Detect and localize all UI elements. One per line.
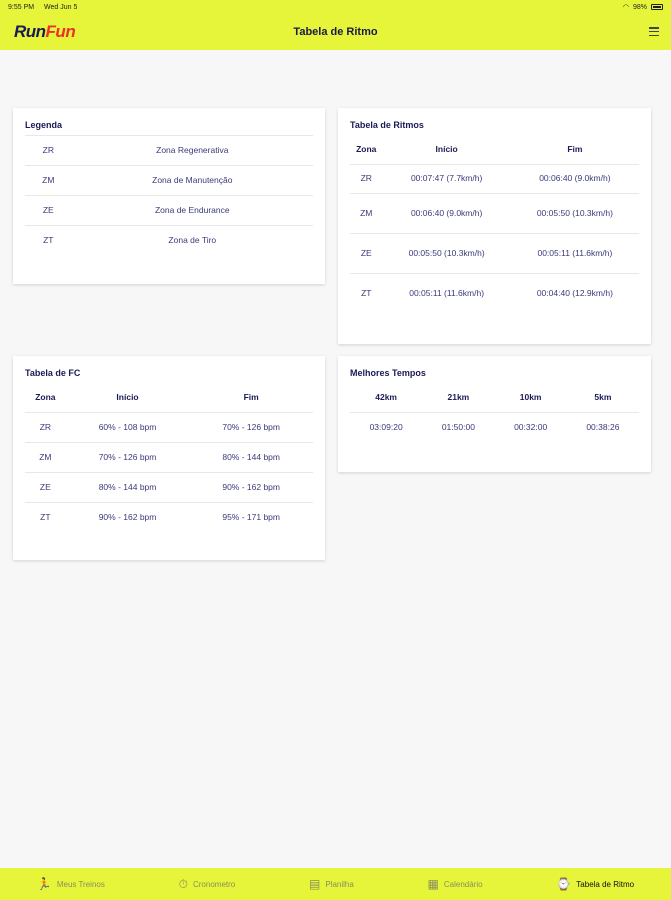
nav-bar bbox=[0, 14, 671, 50]
best-header-10km: 10km bbox=[495, 383, 567, 412]
pace-cell: ZE bbox=[350, 233, 383, 273]
legend-title: Legenda bbox=[25, 120, 63, 130]
legend-table bbox=[25, 135, 313, 256]
hamburger-menu-icon[interactable] bbox=[649, 27, 659, 36]
legend-cell: ZM bbox=[25, 166, 72, 196]
pace-cell: 00:04:40 (12.9km/h) bbox=[536, 287, 613, 298]
pace-cell: ZT bbox=[361, 287, 372, 298]
tab-label: Planilha bbox=[325, 879, 354, 889]
table-row bbox=[25, 226, 313, 256]
pace-cell: 00:05:11 (11.6km/h) bbox=[409, 287, 485, 298]
pace-table bbox=[350, 135, 639, 313]
best-header-21km: 21km bbox=[422, 383, 494, 412]
tab-planilha[interactable] bbox=[309, 877, 354, 891]
pace-cell: ZM bbox=[350, 193, 383, 233]
table-row bbox=[350, 193, 639, 233]
best-times-table bbox=[350, 383, 639, 442]
stopwatch-icon: ⏱ bbox=[178, 876, 188, 891]
table-row bbox=[350, 273, 639, 313]
runner-icon: 🏃 bbox=[36, 877, 52, 891]
fc-cell: 95% - 171 bpm bbox=[222, 511, 280, 522]
legend-cell: Zona de Endurance bbox=[72, 196, 313, 226]
watch-icon: ⌚ bbox=[556, 877, 572, 891]
tab-label: Tabela de Ritmo bbox=[576, 879, 635, 889]
fc-cell: 90% - 162 bpm bbox=[98, 511, 157, 522]
pace-table-card bbox=[338, 108, 651, 344]
fc-cell: ZT bbox=[40, 511, 51, 522]
pace-cell: 00:06:40 (9.0km/h) bbox=[383, 193, 511, 233]
pace-cell: 00:05:50 (10.3km/h) bbox=[383, 233, 511, 273]
calendar-icon: ▦ bbox=[427, 877, 439, 891]
best-header-5km: 5km bbox=[567, 383, 639, 412]
fc-table-card bbox=[13, 356, 325, 560]
pace-cell: 00:05:50 (10.3km/h) bbox=[511, 193, 639, 233]
table-row bbox=[25, 196, 313, 226]
legend-cell: Zona de Manutenção bbox=[72, 166, 313, 196]
fc-cell: ZR bbox=[25, 412, 66, 442]
tab-label: Calendário bbox=[443, 879, 483, 889]
best-header-42km: 42km bbox=[350, 383, 422, 412]
fc-cell: 80% - 144 bpm bbox=[189, 442, 313, 472]
best-value-10km: 00:32:00 bbox=[514, 421, 548, 432]
fc-cell: 90% - 162 bpm bbox=[189, 472, 313, 502]
table-row bbox=[350, 233, 639, 273]
pace-cell: 00:05:11 (11.6km/h) bbox=[511, 233, 639, 273]
best-value-42km: 03:09:20 bbox=[369, 421, 403, 432]
fc-cell: ZE bbox=[25, 472, 66, 502]
table-row bbox=[25, 166, 313, 196]
fc-cell: ZM bbox=[25, 442, 66, 472]
fc-cell: 70% - 126 bpm bbox=[189, 412, 313, 442]
best-value-5km: 00:38:26 bbox=[586, 421, 620, 432]
legend-cell: ZT bbox=[43, 235, 54, 246]
tab-tabela-de-ritmo[interactable] bbox=[556, 877, 634, 891]
status-bar bbox=[0, 0, 671, 14]
tab-label: Cronometro bbox=[192, 879, 236, 889]
tab-meus-treinos[interactable] bbox=[37, 877, 105, 891]
legend-cell: ZR bbox=[25, 136, 72, 166]
best-value-21km: 01:50:00 bbox=[441, 421, 475, 432]
runfun-logo: RunFun bbox=[14, 22, 76, 41]
fc-table-title: Tabela de FC bbox=[25, 368, 81, 378]
tab-bar bbox=[0, 868, 671, 900]
table-row bbox=[25, 502, 313, 532]
fc-table bbox=[25, 383, 313, 532]
fc-cell: 70% - 126 bpm bbox=[66, 442, 190, 472]
best-times-title: Melhores Tempos bbox=[350, 368, 426, 378]
fc-cell: 60% - 108 bpm bbox=[66, 412, 190, 442]
fc-header-zona: Zona bbox=[25, 383, 66, 412]
fc-cell: 80% - 144 bpm bbox=[66, 472, 190, 502]
table-row bbox=[25, 412, 313, 442]
pace-cell: 00:06:40 (9.0km/h) bbox=[511, 164, 639, 193]
table-row bbox=[350, 412, 639, 442]
pace-header-fim: Fim bbox=[511, 135, 639, 164]
legend-cell: Zona Regenerativa bbox=[72, 136, 313, 166]
legend-card bbox=[13, 108, 325, 284]
pace-cell: ZR bbox=[350, 164, 383, 193]
pace-table-title: Tabela de Ritmos bbox=[350, 120, 424, 130]
page-title: Tabela de Ritmo bbox=[293, 26, 378, 38]
wifi-icon: ◠ bbox=[622, 4, 629, 11]
status-date: Wed Jun 5 bbox=[44, 3, 78, 11]
tab-label: Meus Treinos bbox=[56, 879, 105, 889]
fc-header-inicio: Início bbox=[66, 383, 190, 412]
tab-calendario[interactable] bbox=[428, 877, 483, 891]
tab-cronometro[interactable] bbox=[179, 877, 236, 892]
table-row bbox=[25, 136, 313, 166]
spreadsheet-icon: ▤ bbox=[308, 877, 321, 891]
pace-cell: 00:07:47 (7.7km/h) bbox=[383, 164, 511, 193]
status-time: 9:55 PM bbox=[8, 3, 35, 11]
best-times-card bbox=[338, 356, 651, 472]
legend-cell: ZE bbox=[25, 196, 72, 226]
fc-header-fim: Fim bbox=[189, 383, 313, 412]
battery-percent: 98% bbox=[632, 3, 647, 11]
table-row bbox=[25, 442, 313, 472]
table-row bbox=[350, 164, 639, 193]
battery-icon bbox=[651, 4, 663, 10]
pace-header-zona: Zona bbox=[350, 135, 383, 164]
pace-header-inicio: Início bbox=[383, 135, 511, 164]
table-row bbox=[25, 472, 313, 502]
legend-cell: Zona de Tiro bbox=[168, 235, 217, 246]
